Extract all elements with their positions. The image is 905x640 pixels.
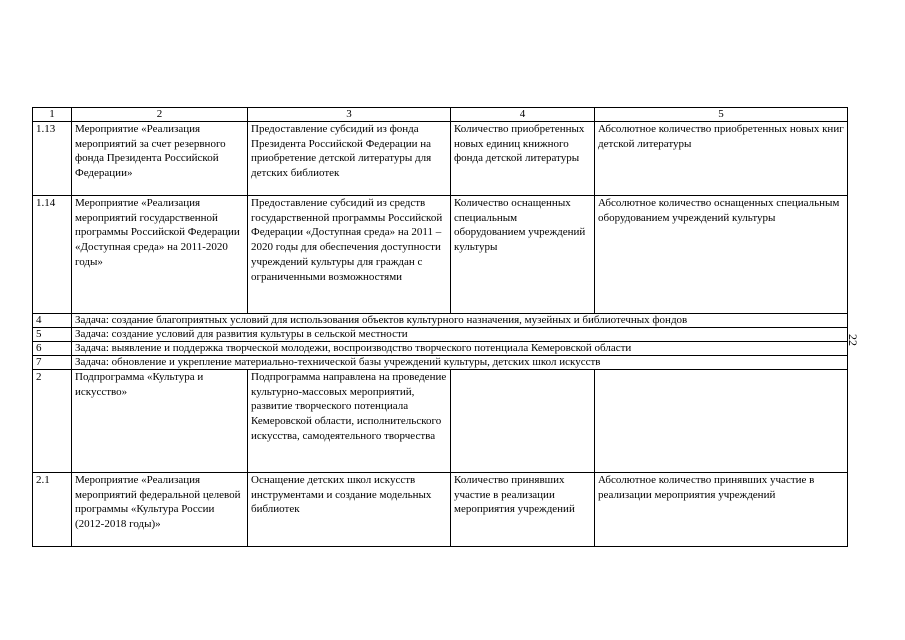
column-number-cell: 2 [72,108,248,122]
event-cell: Мероприятие «Реализация мероприятий государственной программы Российской Федерации «Доступная среда» на 2011-2020 годы» [72,196,248,314]
task-number-cell: 7 [33,356,72,370]
column-number-cell: 1 [33,108,72,122]
subprogram-row [33,370,848,473]
task-number-cell: 6 [33,342,72,356]
table-row [33,122,848,196]
table-row [33,196,848,314]
program-table [32,107,848,547]
indicator-cell: Количество приобретенных новых единиц книжного фонда детской литературы [451,122,595,196]
task-row [33,342,848,356]
task-number-cell: 5 [33,328,72,342]
indicator-cell [451,370,595,473]
task-row [33,314,848,328]
row-number-cell: 2 [33,370,72,473]
task-text-cell: Задача: выявление и поддержка творческой молодежи, воспроизводство творческого потенциала Кемеровской области [72,342,848,356]
row-number-cell: 1.14 [33,196,72,314]
event-cell: Мероприятие «Реализация мероприятий за счет резервного фонда Президента Российской Федерации» [72,122,248,196]
task-row [33,328,848,342]
indicator-cell: Количество оснащенных специальным оборудованием учреждений культуры [451,196,595,314]
description-cell: Оснащение детских школ искусств инструментами и создание модельных библиотек [248,473,451,547]
description-cell: Подпрограмма направлена на проведение культурно-массовых мероприятий, развитие творческого потенциала Кемеровской области, исполнительского искусства, самодеятельного творчества [248,370,451,473]
description-cell: Предоставление субсидий из средств государственной программы Российской Федерации «Доступная среда» на 2011 – 2020 годы для обеспечения доступности учреждений культуры для граждан с ограниченными возможностями [248,196,451,314]
task-row [33,356,848,370]
task-number-cell: 4 [33,314,72,328]
event-cell: Мероприятие «Реализация мероприятий федеральной целевой программы «Культура России (2012-2018 годы)» [72,473,248,547]
description-cell: Предоставление субсидий из фонда Президента Российской Федерации на приобретение детской литературы для детских библиотек [248,122,451,196]
measure-cell: Абсолютное количество оснащенных специальным оборудованием учреждений культуры [595,196,848,314]
task-text-cell: Задача: обновление и укрепление материально-технической базы учреждений культуры, детских школ искусств [72,356,848,370]
measure-cell [595,370,848,473]
column-number-row [33,108,848,122]
page-number: 22 [846,334,860,346]
column-number-cell: 3 [248,108,451,122]
task-text-cell: Задача: создание условий для развития культуры в сельской местности [72,328,848,342]
measure-cell: Абсолютное количество приобретенных новых книг детской литературы [595,122,848,196]
row-number-cell: 2.1 [33,473,72,547]
indicator-cell: Количество принявших участие в реализации мероприятия учреждений [451,473,595,547]
column-number-cell: 4 [451,108,595,122]
measure-cell: Абсолютное количество принявших участие в реализации мероприятия учреждений [595,473,848,547]
subprogram-name-cell: Подпрограмма «Культура и искусство» [72,370,248,473]
task-text-cell: Задача: создание благоприятных условий для использования объектов культурного назначения, музейных и библиотечных фондов [72,314,848,328]
row-number-cell: 1.13 [33,122,72,196]
table-row [33,473,848,547]
column-number-cell: 5 [595,108,848,122]
